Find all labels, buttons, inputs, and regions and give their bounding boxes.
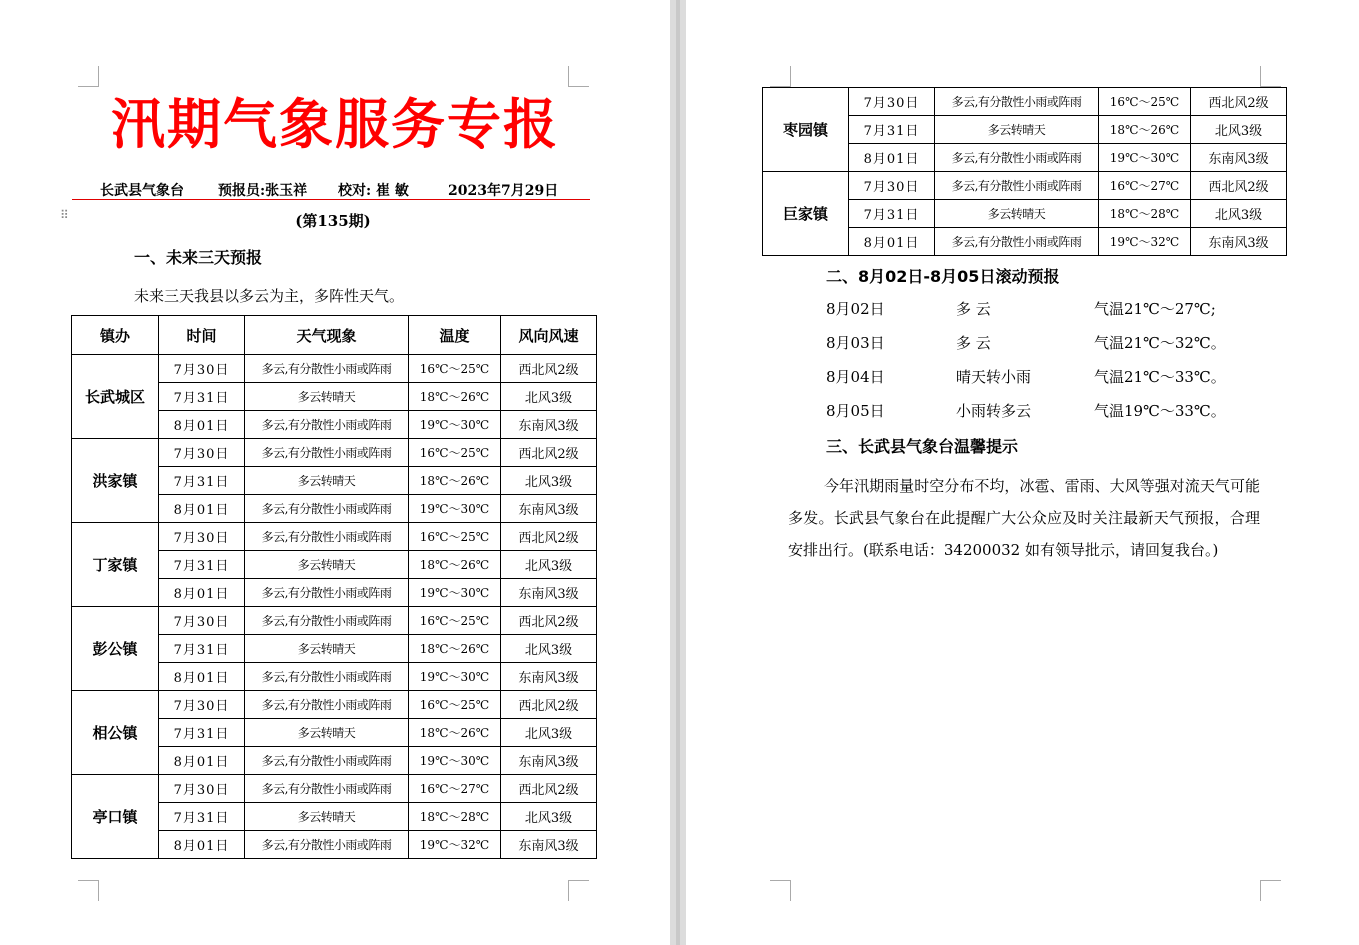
wind-cell: 东南风3级 (501, 831, 597, 859)
date-cell: 8月01日 (849, 228, 935, 256)
date-cell: 7月31日 (159, 803, 245, 831)
temperature-cell: 19℃～30℃ (409, 495, 501, 523)
temperature-cell: 16℃～27℃ (1099, 172, 1191, 200)
weather-cell: 多云,有分散性小雨或阵雨 (245, 523, 409, 551)
weather-cell: 多云,有分散性小雨或阵雨 (245, 607, 409, 635)
weather-cell: 多云转晴天 (245, 635, 409, 663)
column-header: 镇办 (72, 316, 159, 355)
town-name-cell: 洪家镇 (72, 439, 159, 523)
table-row (72, 355, 597, 383)
wind-cell: 西北风2级 (501, 523, 597, 551)
forecast-table-continued (762, 87, 1287, 256)
margin-corner-mark (770, 66, 791, 87)
drag-handle-icon[interactable]: ⠿ (60, 208, 69, 222)
date-cell: 7月31日 (159, 383, 245, 411)
date-cell: 7月31日 (159, 719, 245, 747)
date-cell: 7月30日 (849, 172, 935, 200)
wind-cell: 东南风3级 (501, 495, 597, 523)
scrollbar[interactable] (676, 0, 680, 945)
date-cell: 8月01日 (159, 579, 245, 607)
table-row (72, 775, 597, 803)
date-cell: 7月30日 (159, 355, 245, 383)
date-cell: 7月31日 (849, 200, 935, 228)
date-cell: 8月01日 (849, 144, 935, 172)
temperature-cell: 19℃～30℃ (409, 663, 501, 691)
rolling-weather: 小雨转多云 (956, 402, 1032, 420)
weather-cell: 多云转晴天 (245, 551, 409, 579)
rolling-date: 8月04日 (826, 368, 885, 386)
wind-cell: 北风3级 (501, 635, 597, 663)
margin-corner-mark (78, 880, 99, 901)
wind-cell: 东南风3级 (1191, 228, 1287, 256)
temperature-cell: 16℃～25℃ (409, 439, 501, 467)
header-checker: 校对: 崔 敏 (338, 183, 409, 199)
rolling-weather: 晴天转小雨 (956, 368, 1032, 386)
wind-cell: 西北风2级 (501, 355, 597, 383)
wind-cell: 东南风3级 (501, 579, 597, 607)
date-cell: 8月01日 (159, 495, 245, 523)
date-cell: 7月30日 (159, 439, 245, 467)
column-header: 温度 (409, 316, 501, 355)
section3-heading: 三、长武县气象台温馨提示 (826, 437, 1019, 456)
header-divider (72, 199, 590, 200)
weather-cell: 多云转晴天 (245, 383, 409, 411)
temperature-cell: 19℃～32℃ (409, 831, 501, 859)
date-cell: 7月31日 (159, 551, 245, 579)
weather-cell: 多云,有分散性小雨或阵雨 (245, 439, 409, 467)
weather-cell: 多云,有分散性小雨或阵雨 (245, 495, 409, 523)
table-row (763, 88, 1287, 116)
date-cell: 7月31日 (159, 467, 245, 495)
wind-cell: 西北风2级 (1191, 88, 1287, 116)
margin-corner-mark (1260, 66, 1281, 87)
temperature-cell: 16℃～25℃ (409, 691, 501, 719)
rolling-weather: 多 云 (956, 334, 991, 352)
rolling-date: 8月03日 (826, 334, 885, 352)
temperature-cell: 19℃～30℃ (409, 579, 501, 607)
rolling-temperature: 气温21℃～27℃; (1094, 300, 1216, 318)
wind-cell: 东南风3级 (501, 663, 597, 691)
weather-cell: 多云,有分散性小雨或阵雨 (935, 144, 1099, 172)
wind-cell: 东南风3级 (1191, 144, 1287, 172)
wind-cell: 北风3级 (501, 467, 597, 495)
temperature-cell: 18℃～26℃ (409, 383, 501, 411)
town-name-cell: 枣园镇 (763, 88, 849, 172)
margin-corner-mark (568, 880, 589, 901)
wind-cell: 北风3级 (501, 551, 597, 579)
issue-number: (第135期) (295, 212, 371, 230)
temperature-cell: 16℃～25℃ (409, 523, 501, 551)
date-cell: 7月31日 (159, 635, 245, 663)
weather-cell: 多云,有分散性小雨或阵雨 (935, 88, 1099, 116)
date-cell: 8月01日 (159, 831, 245, 859)
date-cell: 7月30日 (159, 775, 245, 803)
margin-corner-mark (770, 880, 791, 901)
table-row (72, 691, 597, 719)
weather-cell: 多云,有分散性小雨或阵雨 (245, 411, 409, 439)
forecast-table (71, 315, 597, 859)
section1-summary: 未来三天我县以多云为主，多阵性天气。 (134, 287, 405, 305)
temperature-cell: 18℃～26℃ (409, 551, 501, 579)
date-cell: 8月01日 (159, 747, 245, 775)
temperature-cell: 16℃～25℃ (409, 355, 501, 383)
table-row (72, 523, 597, 551)
temperature-cell: 18℃～26℃ (1099, 116, 1191, 144)
weather-cell: 多云,有分散性小雨或阵雨 (935, 172, 1099, 200)
temperature-cell: 16℃～25℃ (409, 607, 501, 635)
weather-cell: 多云,有分散性小雨或阵雨 (935, 228, 1099, 256)
weather-cell: 多云,有分散性小雨或阵雨 (245, 663, 409, 691)
header-forecaster: 预报员:张玉祥 (218, 183, 308, 199)
weather-cell: 多云,有分散性小雨或阵雨 (245, 747, 409, 775)
table-row (72, 439, 597, 467)
table-row (72, 607, 597, 635)
weather-cell: 多云转晴天 (245, 467, 409, 495)
temperature-cell: 18℃～28℃ (1099, 200, 1191, 228)
date-cell: 7月30日 (159, 607, 245, 635)
weather-cell: 多云,有分散性小雨或阵雨 (245, 355, 409, 383)
weather-cell: 多云转晴天 (935, 200, 1099, 228)
weather-cell: 多云转晴天 (245, 719, 409, 747)
section1-heading: 一、未来三天预报 (134, 248, 263, 267)
town-name-cell: 长武城区 (72, 355, 159, 439)
column-header: 天气现象 (245, 316, 409, 355)
table-header-row (72, 316, 597, 355)
temperature-cell: 18℃～26℃ (409, 635, 501, 663)
weather-cell: 多云转晴天 (935, 116, 1099, 144)
temperature-cell: 19℃～32℃ (1099, 228, 1191, 256)
rolling-weather: 多 云 (956, 300, 991, 318)
weather-cell: 多云,有分散性小雨或阵雨 (245, 691, 409, 719)
wind-cell: 北风3级 (501, 803, 597, 831)
margin-corner-mark (1260, 880, 1281, 901)
wind-cell: 北风3级 (501, 719, 597, 747)
wind-cell: 西北风2级 (501, 775, 597, 803)
date-cell: 8月01日 (159, 411, 245, 439)
weather-cell: 多云,有分散性小雨或阵雨 (245, 775, 409, 803)
rolling-temperature: 气温21℃～32℃。 (1094, 334, 1226, 352)
header-org: 长武县气象台 (100, 183, 184, 199)
wind-cell: 北风3级 (501, 383, 597, 411)
temperature-cell: 16℃～27℃ (409, 775, 501, 803)
temperature-cell: 19℃～30℃ (409, 411, 501, 439)
column-header: 风向风速 (501, 316, 597, 355)
temperature-cell: 16℃～25℃ (1099, 88, 1191, 116)
document-page-1 (0, 0, 670, 945)
date-cell: 7月31日 (849, 116, 935, 144)
town-name-cell: 丁家镇 (72, 523, 159, 607)
weather-cell: 多云,有分散性小雨或阵雨 (245, 579, 409, 607)
date-cell: 7月30日 (159, 691, 245, 719)
wind-cell: 北风3级 (1191, 200, 1287, 228)
wind-cell: 西北风2级 (501, 691, 597, 719)
temperature-cell: 18℃～26℃ (409, 719, 501, 747)
wind-cell: 北风3级 (1191, 116, 1287, 144)
town-name-cell: 亭口镇 (72, 775, 159, 859)
document-page-2 (686, 0, 1359, 945)
town-name-cell: 巨家镇 (763, 172, 849, 256)
date-cell: 8月01日 (159, 663, 245, 691)
rolling-temperature: 气温21℃～33℃。 (1094, 368, 1226, 386)
date-cell: 7月30日 (159, 523, 245, 551)
temperature-cell: 18℃～28℃ (409, 803, 501, 831)
town-name-cell: 彭公镇 (72, 607, 159, 691)
report-title: 汛期气象服务专报 (111, 93, 559, 156)
section2-heading: 二、8月02日-8月05日滚动预报 (826, 267, 1060, 286)
wind-cell: 西北风2级 (1191, 172, 1287, 200)
town-name-cell: 相公镇 (72, 691, 159, 775)
wind-cell: 东南风3级 (501, 411, 597, 439)
header-date: 2023年7月29日 (448, 183, 559, 199)
wind-cell: 西北风2级 (501, 439, 597, 467)
table-row (763, 172, 1287, 200)
temperature-cell: 19℃～30℃ (409, 747, 501, 775)
date-cell: 7月30日 (849, 88, 935, 116)
wind-cell: 东南风3级 (501, 747, 597, 775)
rolling-date: 8月05日 (826, 402, 885, 420)
temperature-cell: 19℃～30℃ (1099, 144, 1191, 172)
rolling-date: 8月02日 (826, 300, 885, 318)
wind-cell: 西北风2级 (501, 607, 597, 635)
weather-cell: 多云转晴天 (245, 803, 409, 831)
rolling-temperature: 气温19℃～33℃。 (1094, 402, 1226, 420)
section3-tips: 今年汛期雨量时空分布不均，冰雹、雷雨、大风等强对流天气可能多发。长武县气象台在此提醒广大公众应及时关注最新天气预报，合理安排出行。(联系电话：34200032 如有领导批示，请回复我台。) (788, 477, 1260, 559)
column-header: 时间 (159, 316, 245, 355)
weather-cell: 多云,有分散性小雨或阵雨 (245, 831, 409, 859)
temperature-cell: 18℃～26℃ (409, 467, 501, 495)
